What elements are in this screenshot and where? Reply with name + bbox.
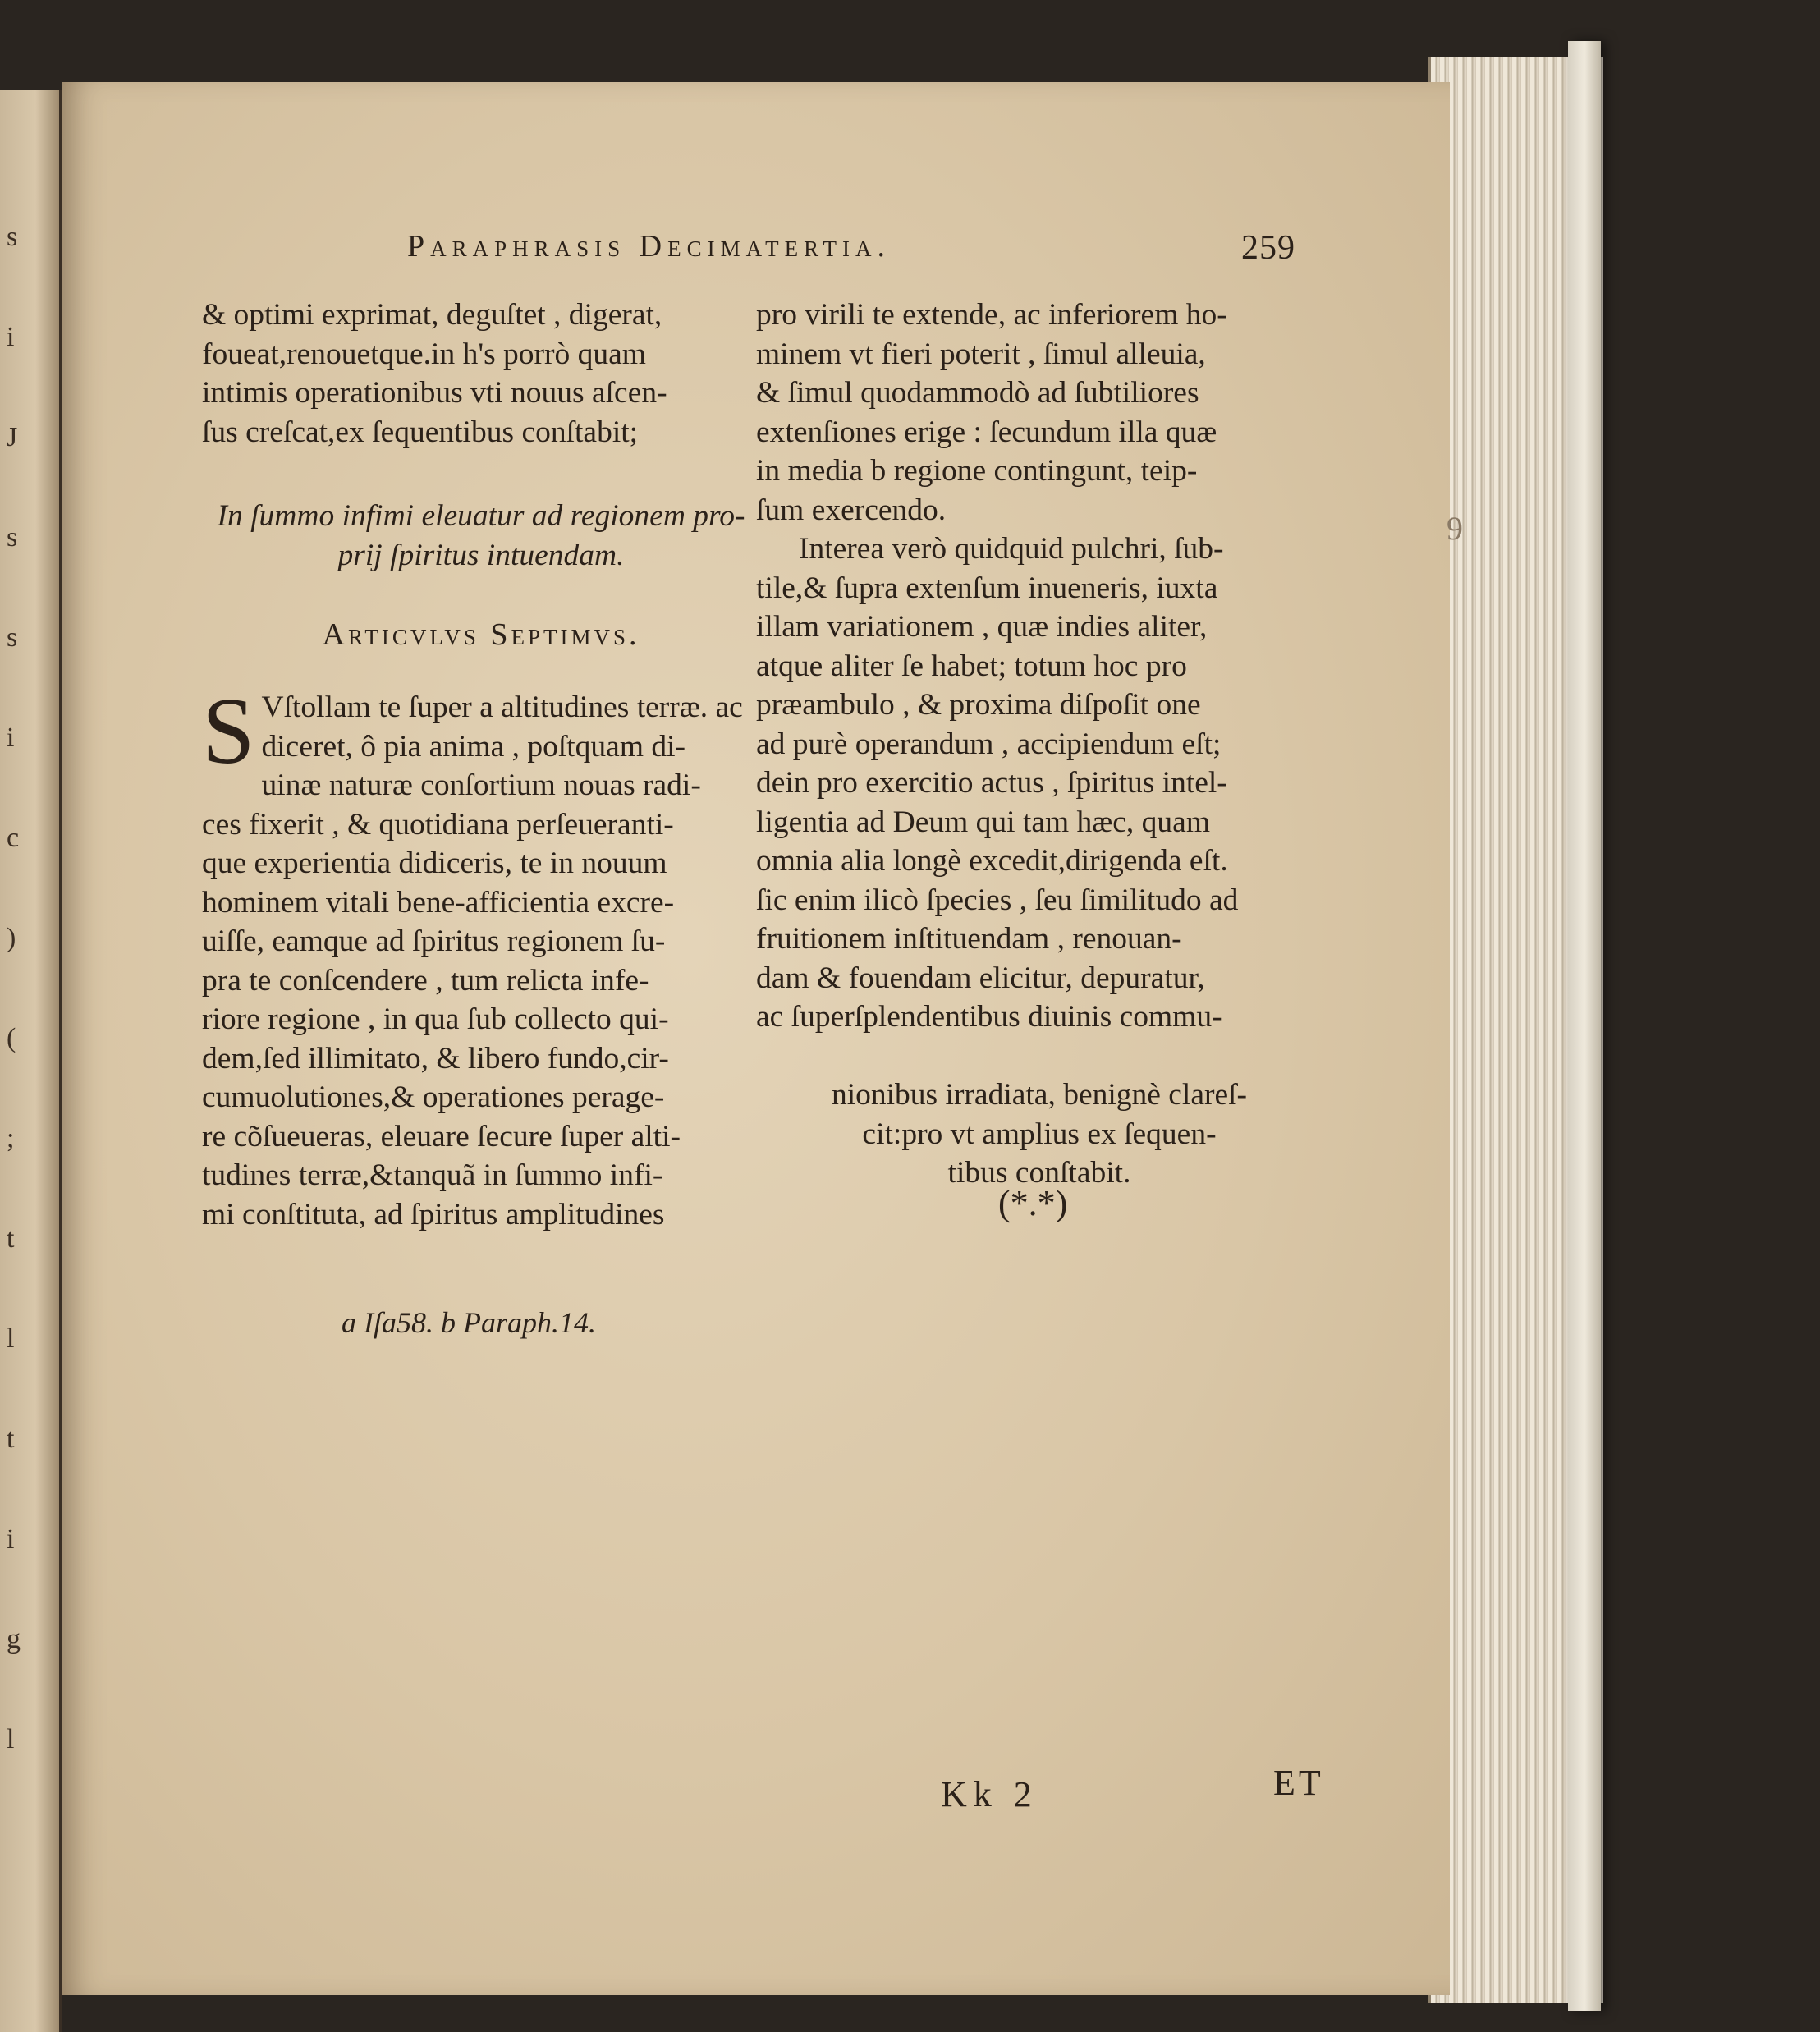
text-line: pro virili te extende, ac inferiorem ho- bbox=[756, 298, 1227, 332]
facing-page-glyph: s bbox=[7, 622, 18, 653]
intro-paragraph bbox=[202, 296, 760, 452]
text-line: minem vt fieri poterit , ſimul alleuia, bbox=[756, 337, 1206, 371]
text-line: mi conſtituta, ad ſpiritus amplitudines bbox=[202, 1197, 665, 1232]
book-page bbox=[62, 82, 1463, 1995]
text-line: ligentia ad Deum qui tam hæc, quam bbox=[756, 805, 1210, 839]
text-line: ad purè operandum , accipiendum eſt; bbox=[756, 727, 1222, 761]
facing-page-glyph: c bbox=[7, 823, 20, 853]
facing-page-glyph: i bbox=[7, 322, 15, 352]
book-cover-edge bbox=[1568, 41, 1601, 2011]
marginal-annotation: 9 bbox=[1446, 510, 1463, 547]
interea-paragraph bbox=[756, 530, 1323, 1037]
text-line: in media b regione contingunt, teip- bbox=[756, 454, 1198, 488]
text-line: & optimi exprimat, deguſtet , digerat, bbox=[202, 298, 662, 332]
text-line: riore regione , in qua ſub collecto qui- bbox=[202, 1002, 669, 1036]
facing-page-glyph: l bbox=[7, 1323, 15, 1354]
footnote: a Iſa58. b Paraph.14. bbox=[342, 1306, 596, 1339]
text-line: tudines terræ,&tanquã in ſummo infi- bbox=[202, 1158, 663, 1192]
text-line: uiſſe, eamque ad ſpiritus regionem ſu- bbox=[202, 924, 666, 958]
facing-page-glyph: ( bbox=[7, 1023, 16, 1053]
ornament: (*.*) bbox=[998, 1183, 1068, 1223]
text-line: que experientia didiceris, te in nouum bbox=[202, 846, 667, 880]
text-line: pra te conſcendere , tum relicta infe- bbox=[202, 963, 649, 998]
text-line: In ſummo infimi eleuatur ad regionem pro- bbox=[217, 499, 745, 533]
facing-page-glyph: ; bbox=[7, 1123, 15, 1154]
facing-page-glyph: i bbox=[7, 722, 15, 753]
text-line: extenſiones erige : ſecundum illa quæ bbox=[756, 415, 1217, 449]
continuation-paragraph bbox=[756, 296, 1323, 530]
text-line: tile,& ſupra extenſum inueneris, iuxta bbox=[756, 571, 1218, 605]
text-line: dam & fouendam elicitur, depuratur, bbox=[756, 961, 1205, 995]
facing-page-glyph: t bbox=[7, 1424, 15, 1454]
text-line: prij ſpiritus intuendam. bbox=[337, 538, 625, 572]
facing-page-glyph: s bbox=[7, 222, 18, 252]
text-line: ſic enim ilicò ſpecies , ſeu ſimilitudo ad bbox=[756, 883, 1239, 917]
header-title: Paraphrasis Decimatertia. bbox=[407, 229, 891, 264]
page-number: 259 bbox=[1241, 229, 1295, 267]
text-line: ac ſuperſplendentibus diuinis commu- bbox=[756, 1000, 1222, 1034]
text-line: foueat,renouetque.in h's porrò quam bbox=[202, 337, 646, 371]
text-line: illam variationem , quæ indies aliter, bbox=[756, 610, 1208, 644]
text-line: intimis operationibus vti nouus aſcen- bbox=[202, 376, 667, 410]
facing-page-edge bbox=[0, 90, 62, 2032]
text-line: nionibus irradiata, benignè clareſ- bbox=[831, 1078, 1248, 1112]
signature-mark: Kk 2 bbox=[941, 1774, 1038, 1814]
summary-note bbox=[202, 497, 760, 575]
text-line: ſum exercendo. bbox=[756, 493, 947, 527]
text-line: ſus creſcat,ex ſequentibus conſtabit; bbox=[202, 415, 639, 449]
facing-page-glyph: J bbox=[7, 422, 18, 452]
text-line: re cõſueueras, eleuare ſecure ſuper alti- bbox=[202, 1119, 681, 1154]
closing-lines bbox=[756, 1076, 1323, 1193]
catchword: ET bbox=[1273, 1763, 1324, 1803]
text-line: tibus conſtabit. bbox=[947, 1156, 1131, 1190]
text-line: atque aliter ſe habet; totum hoc pro bbox=[756, 649, 1187, 683]
text-line: cumuolutiones,& operationes perage- bbox=[202, 1080, 665, 1114]
article-body bbox=[202, 679, 760, 1234]
facing-page-glyph: ) bbox=[7, 923, 16, 953]
text-line: diceret, ô pia anima , poſtquam di- bbox=[261, 729, 686, 764]
text-line: uinæ naturæ conſortium nouas radi- bbox=[261, 768, 701, 802]
article-heading: Articvlvs Septimvs. bbox=[322, 617, 640, 652]
drop-cap: S bbox=[202, 679, 255, 784]
facing-page-glyph: t bbox=[7, 1223, 15, 1254]
text-line: omnia alia longè excedit,dirigenda eſt. bbox=[756, 844, 1228, 878]
text-line: fruitionem inſtituendam , renouan- bbox=[756, 922, 1182, 956]
facing-page-glyph: i bbox=[7, 1524, 15, 1554]
facing-page-glyph: l bbox=[7, 1724, 15, 1754]
text-line: cit:pro vt amplius ex ſequen- bbox=[862, 1117, 1217, 1151]
text-line: Interea verò quidquid pulchri, ſub- bbox=[799, 532, 1224, 566]
text-line: hominem vitali bene-afficientia excre- bbox=[202, 885, 675, 920]
text-line: & ſimul quodammodò ad ſubtiliores bbox=[756, 376, 1199, 410]
facing-page-glyph: g bbox=[7, 1624, 21, 1654]
text-line: Vſtollam te ſuper a altitudines terræ. ac bbox=[261, 690, 743, 724]
text-line: ces fixerit , & quotidiana perſeueranti- bbox=[202, 807, 674, 842]
facing-page-glyph: s bbox=[7, 522, 18, 553]
text-line: dem,ſed illimitato, & libero fundo,cir- bbox=[202, 1041, 669, 1076]
text-line: præambulo , & proxima diſpoſit one bbox=[756, 688, 1201, 722]
text-line: dein pro exercitio actus , ſpiritus intel- bbox=[756, 766, 1227, 800]
